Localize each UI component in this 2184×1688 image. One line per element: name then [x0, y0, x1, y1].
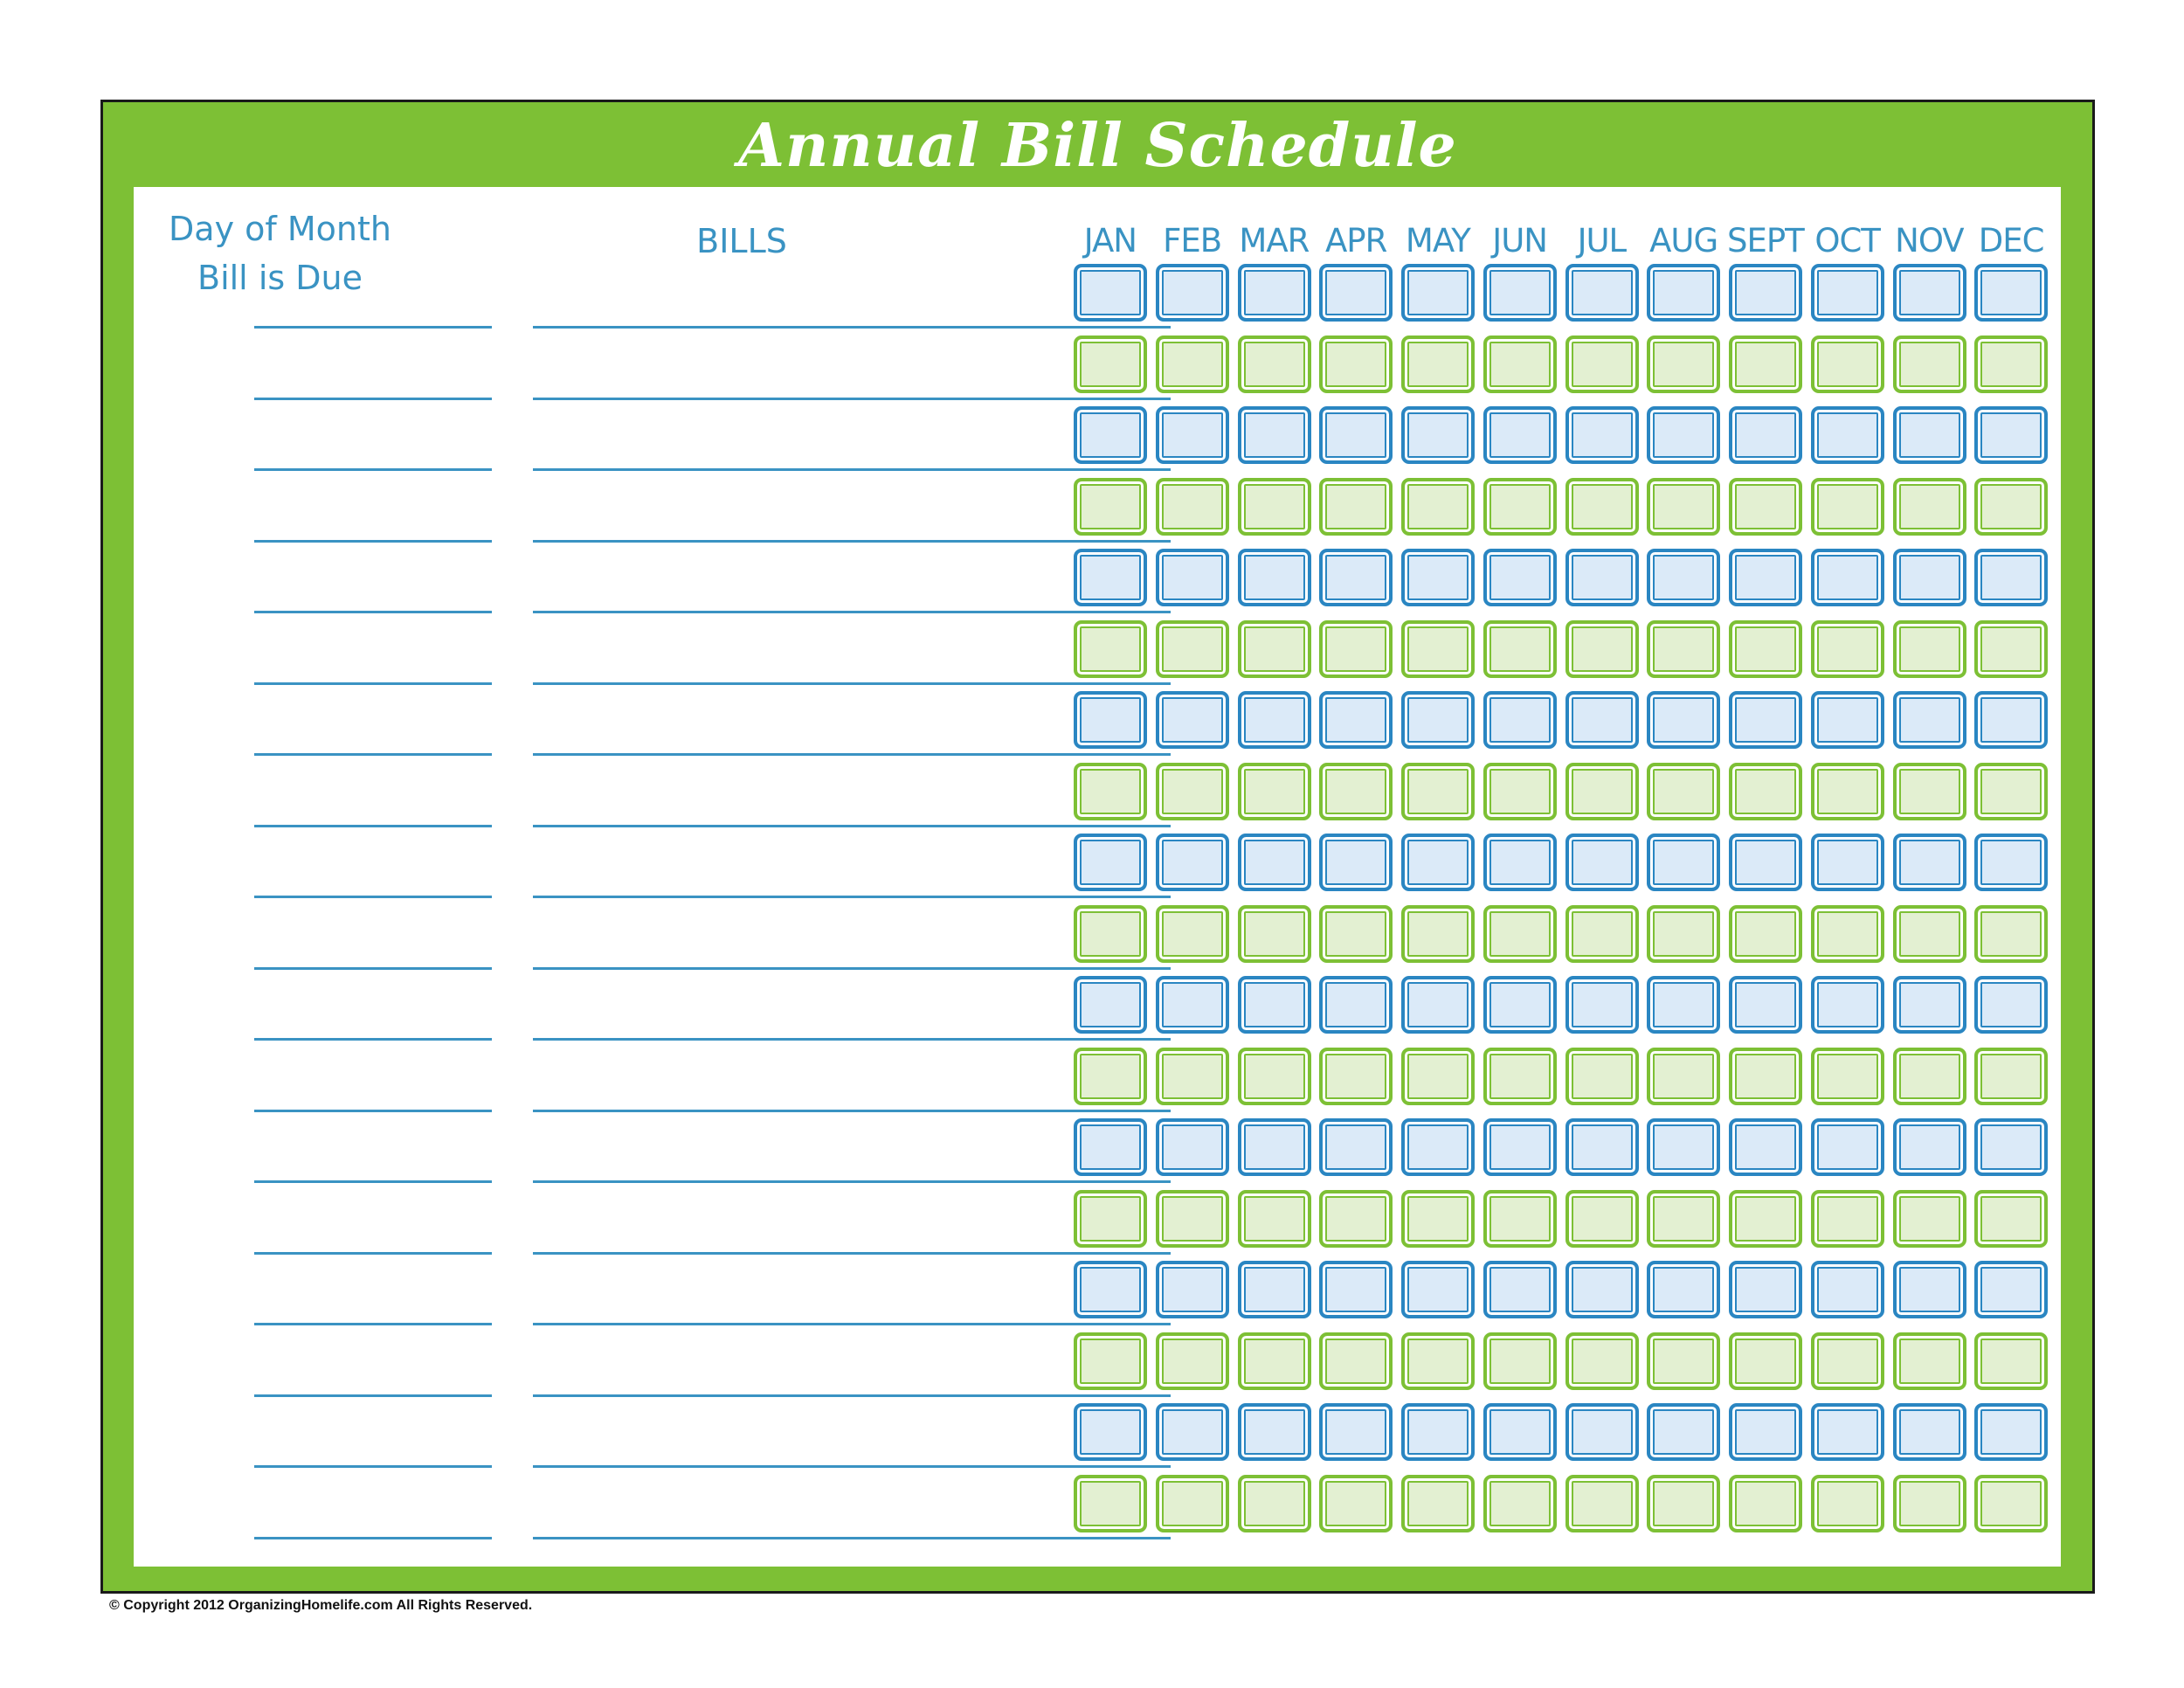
checkbox-dec[interactable]	[1974, 406, 2048, 464]
checkbox-mar[interactable]	[1238, 406, 1311, 464]
bill-entry-line[interactable]	[533, 1252, 1171, 1255]
checkbox-jun[interactable]	[1483, 1261, 1557, 1318]
checkbox-sept[interactable]	[1729, 549, 1802, 606]
checkbox-apr[interactable]	[1319, 1190, 1393, 1248]
checkbox-dec[interactable]	[1974, 763, 2048, 820]
checkbox-nov[interactable]	[1893, 620, 1966, 678]
checkbox-jun[interactable]	[1483, 478, 1557, 536]
checkbox-feb[interactable]	[1156, 478, 1229, 536]
checkbox-aug[interactable]	[1647, 834, 1720, 891]
bill-entry-line[interactable]	[533, 1180, 1171, 1183]
checkbox-aug[interactable]	[1647, 976, 1720, 1034]
checkbox-sept[interactable]	[1729, 620, 1802, 678]
checkbox-feb[interactable]	[1156, 1403, 1229, 1461]
checkbox-feb[interactable]	[1156, 1261, 1229, 1318]
checkbox-mar[interactable]	[1238, 763, 1311, 820]
checkbox-jan[interactable]	[1074, 976, 1147, 1034]
checkbox-jan[interactable]	[1074, 406, 1147, 464]
day-entry-line[interactable]	[254, 1252, 492, 1255]
checkbox-jul[interactable]	[1565, 549, 1639, 606]
checkbox-nov[interactable]	[1893, 905, 1966, 963]
checkbox-jun[interactable]	[1483, 1332, 1557, 1390]
checkbox-feb[interactable]	[1156, 1190, 1229, 1248]
checkbox-dec[interactable]	[1974, 336, 2048, 393]
day-entry-line[interactable]	[254, 753, 492, 756]
checkbox-aug[interactable]	[1647, 264, 1720, 322]
month-label-sept: SEPT	[1726, 222, 1804, 259]
checkbox-nov[interactable]	[1893, 976, 1966, 1034]
checkbox-sept[interactable]	[1729, 1475, 1802, 1532]
checkbox-jul[interactable]	[1565, 834, 1639, 891]
checkbox-dec[interactable]	[1974, 691, 2048, 749]
checkbox-aug[interactable]	[1647, 336, 1720, 393]
checkbox-mar[interactable]	[1238, 1261, 1311, 1318]
checkbox-mar[interactable]	[1238, 549, 1311, 606]
checkbox-jan[interactable]	[1074, 1403, 1147, 1461]
checkbox-jul[interactable]	[1565, 691, 1639, 749]
day-entry-line[interactable]	[254, 1110, 492, 1112]
checkbox-feb[interactable]	[1156, 620, 1229, 678]
checkbox-oct[interactable]	[1811, 406, 1884, 464]
checkbox-jun[interactable]	[1483, 905, 1557, 963]
checkbox-nov[interactable]	[1893, 1261, 1966, 1318]
checkbox-jul[interactable]	[1565, 264, 1639, 322]
month-label-nov: NOV	[1895, 222, 1964, 259]
checkbox-jan[interactable]	[1074, 1190, 1147, 1248]
bill-entry-line[interactable]	[533, 1394, 1171, 1397]
checkbox-jul[interactable]	[1565, 1048, 1639, 1105]
checkbox-may[interactable]	[1401, 1261, 1475, 1318]
checkbox-aug[interactable]	[1647, 1332, 1720, 1390]
checkbox-aug[interactable]	[1647, 763, 1720, 820]
checkbox-jul[interactable]	[1565, 478, 1639, 536]
checkbox-dec[interactable]	[1974, 549, 2048, 606]
month-label-oct: OCT	[1814, 222, 1880, 259]
checkbox-jan[interactable]	[1074, 336, 1147, 393]
month-label-aug: AUG	[1649, 222, 1718, 259]
checkbox-jan[interactable]	[1074, 763, 1147, 820]
checkbox-dec[interactable]	[1974, 834, 2048, 891]
checkbox-apr[interactable]	[1319, 406, 1393, 464]
day-entry-line[interactable]	[254, 896, 492, 898]
checkbox-feb[interactable]	[1156, 834, 1229, 891]
checkbox-nov[interactable]	[1893, 1118, 1966, 1176]
day-entry-line[interactable]	[254, 1394, 492, 1397]
checkbox-apr[interactable]	[1319, 336, 1393, 393]
checkbox-sept[interactable]	[1729, 406, 1802, 464]
checkbox-nov[interactable]	[1893, 1190, 1966, 1248]
checkbox-sept[interactable]	[1729, 834, 1802, 891]
bill-entry-line[interactable]	[533, 753, 1171, 756]
checkbox-jul[interactable]	[1565, 336, 1639, 393]
checkbox-may[interactable]	[1401, 1332, 1475, 1390]
bill-entry-line[interactable]	[533, 468, 1171, 471]
checkbox-feb[interactable]	[1156, 1118, 1229, 1176]
checkbox-mar[interactable]	[1238, 620, 1311, 678]
checkbox-jan[interactable]	[1074, 1332, 1147, 1390]
checkbox-feb[interactable]	[1156, 549, 1229, 606]
checkbox-dec[interactable]	[1974, 620, 2048, 678]
checkbox-may[interactable]	[1401, 976, 1475, 1034]
checkbox-mar[interactable]	[1238, 905, 1311, 963]
day-of-month-header	[134, 204, 426, 302]
day-entry-line[interactable]	[254, 540, 492, 543]
checkbox-apr[interactable]	[1319, 1048, 1393, 1105]
checkbox-oct[interactable]	[1811, 264, 1884, 322]
bill-entry-line[interactable]	[533, 682, 1171, 685]
checkbox-jun[interactable]	[1483, 264, 1557, 322]
checkbox-oct[interactable]	[1811, 549, 1884, 606]
checkbox-nov[interactable]	[1893, 336, 1966, 393]
checkbox-dec[interactable]	[1974, 1403, 2048, 1461]
checkbox-jul[interactable]	[1565, 1332, 1639, 1390]
checkbox-dec[interactable]	[1974, 478, 2048, 536]
checkbox-nov[interactable]	[1893, 406, 1966, 464]
checkbox-jul[interactable]	[1565, 406, 1639, 464]
checkbox-jul[interactable]	[1565, 976, 1639, 1034]
day-entry-line[interactable]	[254, 1465, 492, 1468]
checkbox-feb[interactable]	[1156, 406, 1229, 464]
month-label-feb: FEB	[1163, 222, 1222, 259]
checkbox-oct[interactable]	[1811, 691, 1884, 749]
checkbox-jan[interactable]	[1074, 549, 1147, 606]
checkbox-dec[interactable]	[1974, 976, 2048, 1034]
day-header-line1: Day of Month	[169, 210, 391, 248]
copyright-footer: © Copyright 2012 OrganizingHomelife.com All Rights Reserved.	[109, 1598, 533, 1613]
checkbox-dec[interactable]	[1974, 1475, 2048, 1532]
checkbox-nov[interactable]	[1893, 1332, 1966, 1390]
bill-entry-line[interactable]	[533, 967, 1171, 970]
checkbox-oct[interactable]	[1811, 1261, 1884, 1318]
checkbox-jan[interactable]	[1074, 1475, 1147, 1532]
checkbox-may[interactable]	[1401, 1190, 1475, 1248]
checkbox-apr[interactable]	[1319, 834, 1393, 891]
checkbox-apr[interactable]	[1319, 549, 1393, 606]
checkbox-nov[interactable]	[1893, 763, 1966, 820]
bill-entry-line[interactable]	[533, 326, 1171, 329]
checkbox-oct[interactable]	[1811, 1118, 1884, 1176]
checkbox-oct[interactable]	[1811, 1475, 1884, 1532]
checkbox-nov[interactable]	[1893, 1403, 1966, 1461]
month-label-mar: MAR	[1239, 222, 1310, 259]
checkbox-mar[interactable]	[1238, 1332, 1311, 1390]
checkbox-jun[interactable]	[1483, 834, 1557, 891]
checkbox-jun[interactable]	[1483, 1190, 1557, 1248]
checkbox-sept[interactable]	[1729, 264, 1802, 322]
checkbox-dec[interactable]	[1974, 1332, 2048, 1390]
checkbox-jan[interactable]	[1074, 264, 1147, 322]
month-label-apr: APR	[1324, 222, 1387, 259]
checkbox-mar[interactable]	[1238, 1048, 1311, 1105]
checkbox-jan[interactable]	[1074, 478, 1147, 536]
checkbox-apr[interactable]	[1319, 1403, 1393, 1461]
checkbox-nov[interactable]	[1893, 264, 1966, 322]
bill-entry-line[interactable]	[533, 540, 1171, 543]
checkbox-aug[interactable]	[1647, 478, 1720, 536]
checkbox-sept[interactable]	[1729, 1403, 1802, 1461]
checkbox-may[interactable]	[1401, 691, 1475, 749]
day-entry-line[interactable]	[254, 1537, 492, 1539]
checkbox-oct[interactable]	[1811, 336, 1884, 393]
checkbox-aug[interactable]	[1647, 1261, 1720, 1318]
checkbox-may[interactable]	[1401, 1048, 1475, 1105]
checkbox-apr[interactable]	[1319, 1332, 1393, 1390]
checkbox-aug[interactable]	[1647, 1190, 1720, 1248]
checkbox-aug[interactable]	[1647, 1475, 1720, 1532]
checkbox-jul[interactable]	[1565, 1118, 1639, 1176]
checkbox-oct[interactable]	[1811, 976, 1884, 1034]
checkbox-jul[interactable]	[1565, 763, 1639, 820]
checkbox-sept[interactable]	[1729, 976, 1802, 1034]
day-entry-line[interactable]	[254, 825, 492, 827]
checkbox-jun[interactable]	[1483, 763, 1557, 820]
checkbox-oct[interactable]	[1811, 834, 1884, 891]
checkbox-mar[interactable]	[1238, 976, 1311, 1034]
bill-entry-line[interactable]	[533, 1323, 1171, 1325]
checkbox-oct[interactable]	[1811, 1190, 1884, 1248]
checkbox-aug[interactable]	[1647, 620, 1720, 678]
checkbox-aug[interactable]	[1647, 406, 1720, 464]
checkbox-jun[interactable]	[1483, 406, 1557, 464]
checkbox-mar[interactable]	[1238, 478, 1311, 536]
day-entry-line[interactable]	[254, 967, 492, 970]
checkbox-jun[interactable]	[1483, 549, 1557, 606]
checkbox-dec[interactable]	[1974, 1190, 2048, 1248]
day-entry-line[interactable]	[254, 398, 492, 400]
day-entry-line[interactable]	[254, 468, 492, 471]
checkbox-feb[interactable]	[1156, 763, 1229, 820]
checkbox-jun[interactable]	[1483, 691, 1557, 749]
month-label-jun: JUN	[1492, 222, 1547, 259]
bill-entry-line[interactable]	[533, 611, 1171, 613]
checkbox-apr[interactable]	[1319, 1118, 1393, 1176]
day-entry-line[interactable]	[254, 682, 492, 685]
checkbox-feb[interactable]	[1156, 976, 1229, 1034]
checkbox-jun[interactable]	[1483, 620, 1557, 678]
checkbox-feb[interactable]	[1156, 691, 1229, 749]
checkbox-dec[interactable]	[1974, 1048, 2048, 1105]
checkbox-dec[interactable]	[1974, 1118, 2048, 1176]
checkbox-aug[interactable]	[1647, 1118, 1720, 1176]
checkbox-jun[interactable]	[1483, 1118, 1557, 1176]
checkbox-mar[interactable]	[1238, 1190, 1311, 1248]
bill-entry-line[interactable]	[533, 896, 1171, 898]
checkbox-jan[interactable]	[1074, 905, 1147, 963]
checkbox-feb[interactable]	[1156, 264, 1229, 322]
checkbox-may[interactable]	[1401, 620, 1475, 678]
checkbox-sept[interactable]	[1729, 763, 1802, 820]
month-header-row	[1069, 219, 2052, 263]
checkbox-nov[interactable]	[1893, 834, 1966, 891]
checkbox-aug[interactable]	[1647, 691, 1720, 749]
checkbox-feb[interactable]	[1156, 1475, 1229, 1532]
checkbox-dec[interactable]	[1974, 905, 2048, 963]
checkbox-jun[interactable]	[1483, 1475, 1557, 1532]
month-label-may: MAY	[1405, 222, 1470, 259]
checkbox-feb[interactable]	[1156, 905, 1229, 963]
checkbox-jun[interactable]	[1483, 1048, 1557, 1105]
checkbox-jan[interactable]	[1074, 1118, 1147, 1176]
checkbox-mar[interactable]	[1238, 336, 1311, 393]
bill-entry-line[interactable]	[533, 825, 1171, 827]
checkbox-jun[interactable]	[1483, 1403, 1557, 1461]
checkbox-jul[interactable]	[1565, 620, 1639, 678]
checkbox-apr[interactable]	[1319, 620, 1393, 678]
checkbox-may[interactable]	[1401, 406, 1475, 464]
checkbox-jan[interactable]	[1074, 1048, 1147, 1105]
checkbox-sept[interactable]	[1729, 691, 1802, 749]
page-title: Annual Bill Schedule	[738, 111, 1457, 181]
checkbox-apr[interactable]	[1319, 1261, 1393, 1318]
checkbox-may[interactable]	[1401, 478, 1475, 536]
checkbox-apr[interactable]	[1319, 763, 1393, 820]
bill-entry-line[interactable]	[533, 1537, 1171, 1539]
checkbox-apr[interactable]	[1319, 478, 1393, 536]
checkbox-apr[interactable]	[1319, 264, 1393, 322]
checkbox-mar[interactable]	[1238, 1403, 1311, 1461]
bill-entry-line[interactable]	[533, 1465, 1171, 1468]
checkbox-sept[interactable]	[1729, 1332, 1802, 1390]
checkbox-sept[interactable]	[1729, 336, 1802, 393]
day-entry-line[interactable]	[254, 1180, 492, 1183]
checkbox-aug[interactable]	[1647, 1403, 1720, 1461]
day-entry-line[interactable]	[254, 611, 492, 613]
checkbox-aug[interactable]	[1647, 549, 1720, 606]
checkbox-jul[interactable]	[1565, 1403, 1639, 1461]
checkbox-jul[interactable]	[1565, 1190, 1639, 1248]
checkbox-mar[interactable]	[1238, 834, 1311, 891]
bill-entry-line[interactable]	[533, 398, 1171, 400]
checkbox-may[interactable]	[1401, 763, 1475, 820]
checkbox-sept[interactable]	[1729, 1261, 1802, 1318]
checkbox-apr[interactable]	[1319, 691, 1393, 749]
checkbox-oct[interactable]	[1811, 620, 1884, 678]
checkbox-may[interactable]	[1401, 1403, 1475, 1461]
checkbox-may[interactable]	[1401, 905, 1475, 963]
checkbox-sept[interactable]	[1729, 1190, 1802, 1248]
day-entry-line[interactable]	[254, 326, 492, 329]
checkbox-feb[interactable]	[1156, 336, 1229, 393]
checkbox-apr[interactable]	[1319, 1475, 1393, 1532]
day-header-line2: Bill is Due	[197, 259, 363, 297]
checkbox-nov[interactable]	[1893, 1048, 1966, 1105]
checkbox-jan[interactable]	[1074, 691, 1147, 749]
checkbox-oct[interactable]	[1811, 1048, 1884, 1105]
checkbox-jul[interactable]	[1565, 905, 1639, 963]
checkbox-oct[interactable]	[1811, 763, 1884, 820]
checkbox-oct[interactable]	[1811, 1403, 1884, 1461]
checkbox-may[interactable]	[1401, 834, 1475, 891]
checkbox-jun[interactable]	[1483, 976, 1557, 1034]
bill-entry-line[interactable]	[533, 1038, 1171, 1041]
checkbox-apr[interactable]	[1319, 976, 1393, 1034]
month-label-jul: JUL	[1577, 222, 1627, 259]
checkbox-feb[interactable]	[1156, 1048, 1229, 1105]
checkbox-jul[interactable]	[1565, 1475, 1639, 1532]
schedule-panel	[134, 187, 2061, 1567]
checkbox-mar[interactable]	[1238, 264, 1311, 322]
checkbox-oct[interactable]	[1811, 905, 1884, 963]
checkbox-mar[interactable]	[1238, 1118, 1311, 1176]
day-entry-line[interactable]	[254, 1038, 492, 1041]
checkbox-nov[interactable]	[1893, 1475, 1966, 1532]
checkbox-sept[interactable]	[1729, 1048, 1802, 1105]
checkbox-sept[interactable]	[1729, 1118, 1802, 1176]
checkbox-nov[interactable]	[1893, 549, 1966, 606]
checkbox-nov[interactable]	[1893, 691, 1966, 749]
month-label-jan: JAN	[1083, 222, 1137, 259]
checkbox-oct[interactable]	[1811, 1332, 1884, 1390]
checkbox-may[interactable]	[1401, 264, 1475, 322]
month-label-dec: DEC	[1978, 222, 2044, 259]
checkbox-jan[interactable]	[1074, 1261, 1147, 1318]
checkbox-jan[interactable]	[1074, 620, 1147, 678]
checkbox-may[interactable]	[1401, 1475, 1475, 1532]
checkbox-sept[interactable]	[1729, 905, 1802, 963]
checkbox-dec[interactable]	[1974, 1261, 2048, 1318]
checkbox-feb[interactable]	[1156, 1332, 1229, 1390]
checkbox-aug[interactable]	[1647, 1048, 1720, 1105]
page-frame	[100, 100, 2095, 1594]
checkbox-nov[interactable]	[1893, 478, 1966, 536]
checkbox-jan[interactable]	[1074, 834, 1147, 891]
checkbox-jul[interactable]	[1565, 1261, 1639, 1318]
checkbox-dec[interactable]	[1974, 264, 2048, 322]
checkbox-may[interactable]	[1401, 336, 1475, 393]
checkbox-aug[interactable]	[1647, 905, 1720, 963]
checkbox-oct[interactable]	[1811, 478, 1884, 536]
checkbox-apr[interactable]	[1319, 905, 1393, 963]
checkbox-sept[interactable]	[1729, 478, 1802, 536]
checkbox-mar[interactable]	[1238, 691, 1311, 749]
checkbox-mar[interactable]	[1238, 1475, 1311, 1532]
checkbox-may[interactable]	[1401, 549, 1475, 606]
checkbox-may[interactable]	[1401, 1118, 1475, 1176]
day-entry-line[interactable]	[254, 1323, 492, 1325]
checkbox-jun[interactable]	[1483, 336, 1557, 393]
bills-header: BILLS	[696, 222, 787, 260]
bill-entry-line[interactable]	[533, 1110, 1171, 1112]
